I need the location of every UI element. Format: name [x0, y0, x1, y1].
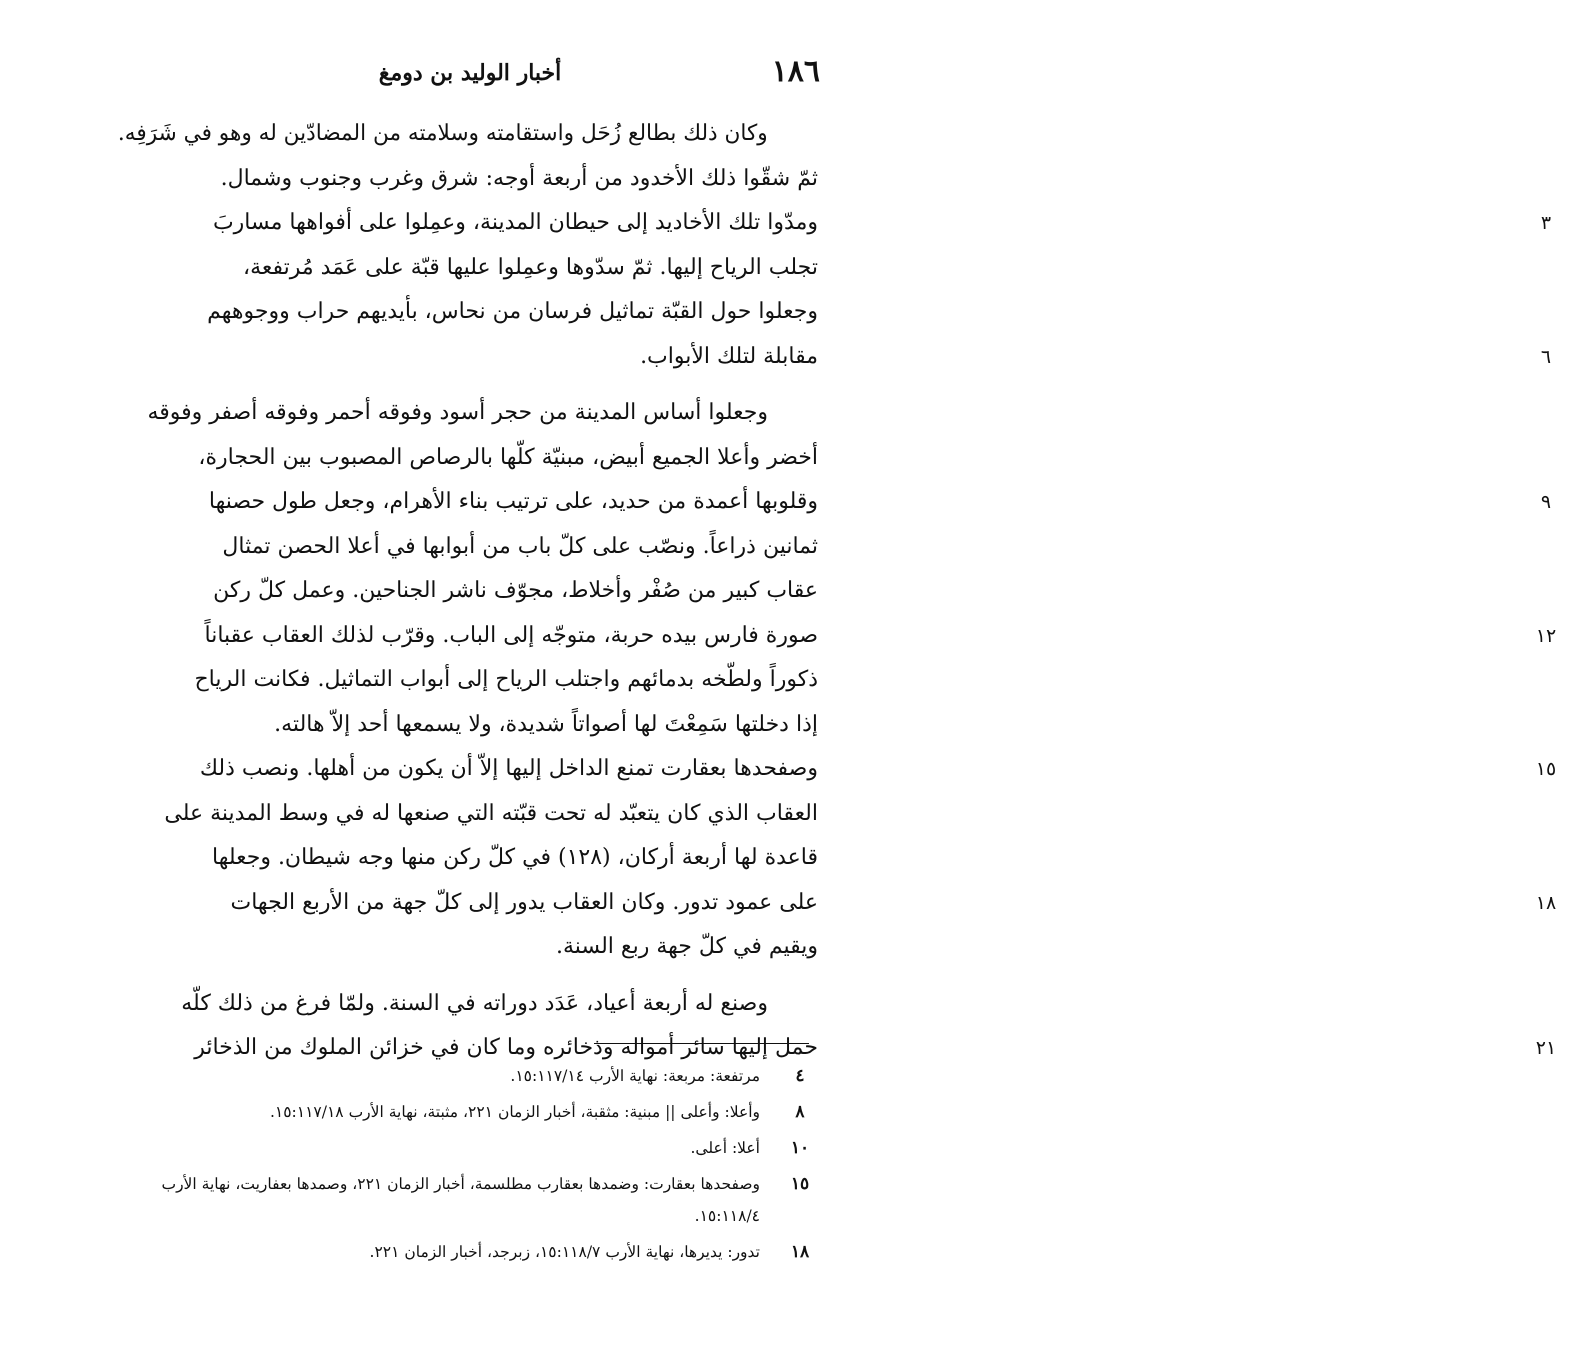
line-text: ثمّ شقّوا ذلك الأخدود من أربعة أوجه: شرق وغرب وجنوب وشمال.	[220, 165, 818, 191]
line-text: وقلوبها أعمدة من حديد، على ترتيب بناء الأهرام، وجعل طول حصنها	[208, 489, 818, 514]
line-text: وكان ذلك بطالع زُحَل واستقامته وسلامته من المضادّين له وهو في شَرَفِه.	[118, 121, 768, 146]
line-text: على عمود تدور. وكان العقاب يدور إلى كلّ جهة من الأربع الجهات	[230, 889, 818, 915]
footnote-number: ٤	[795, 1066, 805, 1086]
text-line	[118, 112, 818, 157]
line-text: قاعدة لها أربعة أركان، (١٢٨) في كلّ ركن منها وجه شيطان. وجعلها	[211, 845, 818, 870]
text-line	[118, 703, 818, 748]
text-line	[118, 614, 1557, 659]
line-text: ومدّوا تلك الأخاديد إلى حيطان المدينة، وعمِلوا على أفواهها مساربَ	[212, 210, 818, 235]
text-line	[118, 792, 818, 837]
text-line	[118, 658, 818, 703]
text-line	[118, 157, 818, 202]
footnote-text: مرتفعة: مربعة: نهاية الأرب ١٥:١١٧/١٤.	[510, 1067, 760, 1085]
paragraph	[118, 112, 1552, 379]
text-line	[118, 525, 818, 570]
line-text: ذكوراً ولطّخه بدمائهم واجتلب الرياح إلى أبواب التماثيل. فكانت الرياح	[194, 667, 818, 692]
line-text: صورة فارس بيده حربة، متوجّه إلى الباب. وقرّب لذلك العقاب عقباناً	[204, 622, 818, 648]
running-title: أخبار الوليد بن دومغ	[378, 60, 562, 86]
text-line	[118, 925, 818, 970]
text-line	[118, 569, 818, 614]
text-line	[118, 436, 818, 481]
footnote	[120, 1060, 820, 1092]
line-text: وصنع له أربعة أعياد، عَدَد دوراته في السنة. ولمّا فرغ من ذلك كلّه	[181, 990, 768, 1016]
footnote	[120, 1132, 820, 1164]
text-line	[118, 391, 818, 436]
line-text: وصفحدها بعقارت تمنع الداخل إليها إلاّ أن يكون من أهلها. ونصب ذلك	[199, 756, 818, 781]
line-text: ثمانين ذراعاً. ونصّب على كلّ باب من أبوابها في أعلا الحصن تمثال	[222, 533, 818, 559]
text-line	[118, 480, 1552, 525]
footnote-text: تدور: يديرها، نهاية الأرب ١٥:١١٨/٧، زبرجد، أخبار الزمان ٢٢١.	[369, 1243, 760, 1261]
line-text: مقابلة لتلك الأبواب.	[640, 343, 818, 369]
text-line	[118, 246, 818, 291]
line-number: ١٢	[1535, 624, 1557, 647]
text-line	[118, 201, 1552, 246]
footnote	[120, 1236, 820, 1268]
line-text: وجعلوا أساس المدينة من حجر أسود وفوقه أحمر وفوقه أصفر وفوقه	[147, 400, 768, 425]
line-text: ويقيم في كلّ جهة ربع السنة.	[556, 934, 818, 959]
line-text: تجلب الرياح إليها. ثمّ سدّوها وعمِلوا عليها قبّة على عَمَد مُرتفعة،	[243, 254, 818, 280]
page-header	[120, 54, 820, 98]
text-line	[118, 747, 1557, 792]
line-number: ١٨	[1535, 891, 1557, 914]
text-line	[118, 881, 1557, 926]
footnote-number: ١٥	[790, 1174, 810, 1194]
body-text	[118, 112, 1557, 1071]
line-number: ١٥	[1535, 758, 1557, 780]
line-text: عقاب كبير من صُفْر وأخلاط، مجوّف ناشر الجناحين. وعمل كلّ ركن	[213, 578, 818, 603]
footnote-number: ١٠	[790, 1138, 810, 1158]
text-line	[118, 836, 818, 881]
footnote	[120, 1096, 820, 1128]
text-line	[118, 982, 818, 1027]
line-text: العقاب الذي كان يتعبّد له تحت قبّته التي صنعها له في وسط المدينة على	[164, 800, 818, 826]
paragraph	[118, 982, 1557, 1071]
paragraph	[118, 391, 1557, 970]
text-line	[118, 335, 1552, 380]
line-text: إذا دخلتها سَمِعْتَ لها أصواتاً شديدة، ولا يسمعها أحد إلاّ هالته.	[274, 711, 818, 737]
footnote-number: ١٨	[790, 1242, 810, 1262]
footnote	[120, 1168, 820, 1232]
line-text: وجعلوا حول القبّة تماثيل فرسان من نحاس، بأيديهم حراب ووجوههم	[207, 299, 818, 324]
line-number: ٩	[1540, 491, 1552, 513]
footnotes	[120, 1060, 820, 1272]
footnote-number: ٨	[795, 1102, 805, 1122]
footnote-text: أعلا: أعلى.	[690, 1139, 760, 1157]
line-text: حمل إليها سائر أمواله وذخائره وما كان في خزائن الملوك من الذخائر	[194, 1035, 818, 1060]
line-number: ٦	[1540, 345, 1552, 368]
footnote-text: وأعلا: وأعلى || مبنية: مثقبة، أخبار الزمان ٢٢١، مثبتة، نهاية الأرب ١٥:١١٧/١٨.	[269, 1103, 760, 1121]
line-number: ٢١	[1535, 1037, 1557, 1059]
footnote-divider	[594, 1043, 809, 1044]
text-line	[118, 290, 818, 335]
line-number: ٣	[1540, 212, 1552, 234]
line-text: أخضر وأعلا الجميع أبيض، مبنيّة كلّها بالرصاص المصبوب بين الحجارة،	[198, 444, 818, 470]
footnote-text: وصفحدها بعقارت: وضمدها بعقارب مطلسمة، أخبار الزمان ٢٢١، وصمدها بعفاريت، نهاية الأرب ١٥:١١٨/٤.	[161, 1175, 760, 1225]
page-number: ١٨٦	[771, 54, 820, 89]
